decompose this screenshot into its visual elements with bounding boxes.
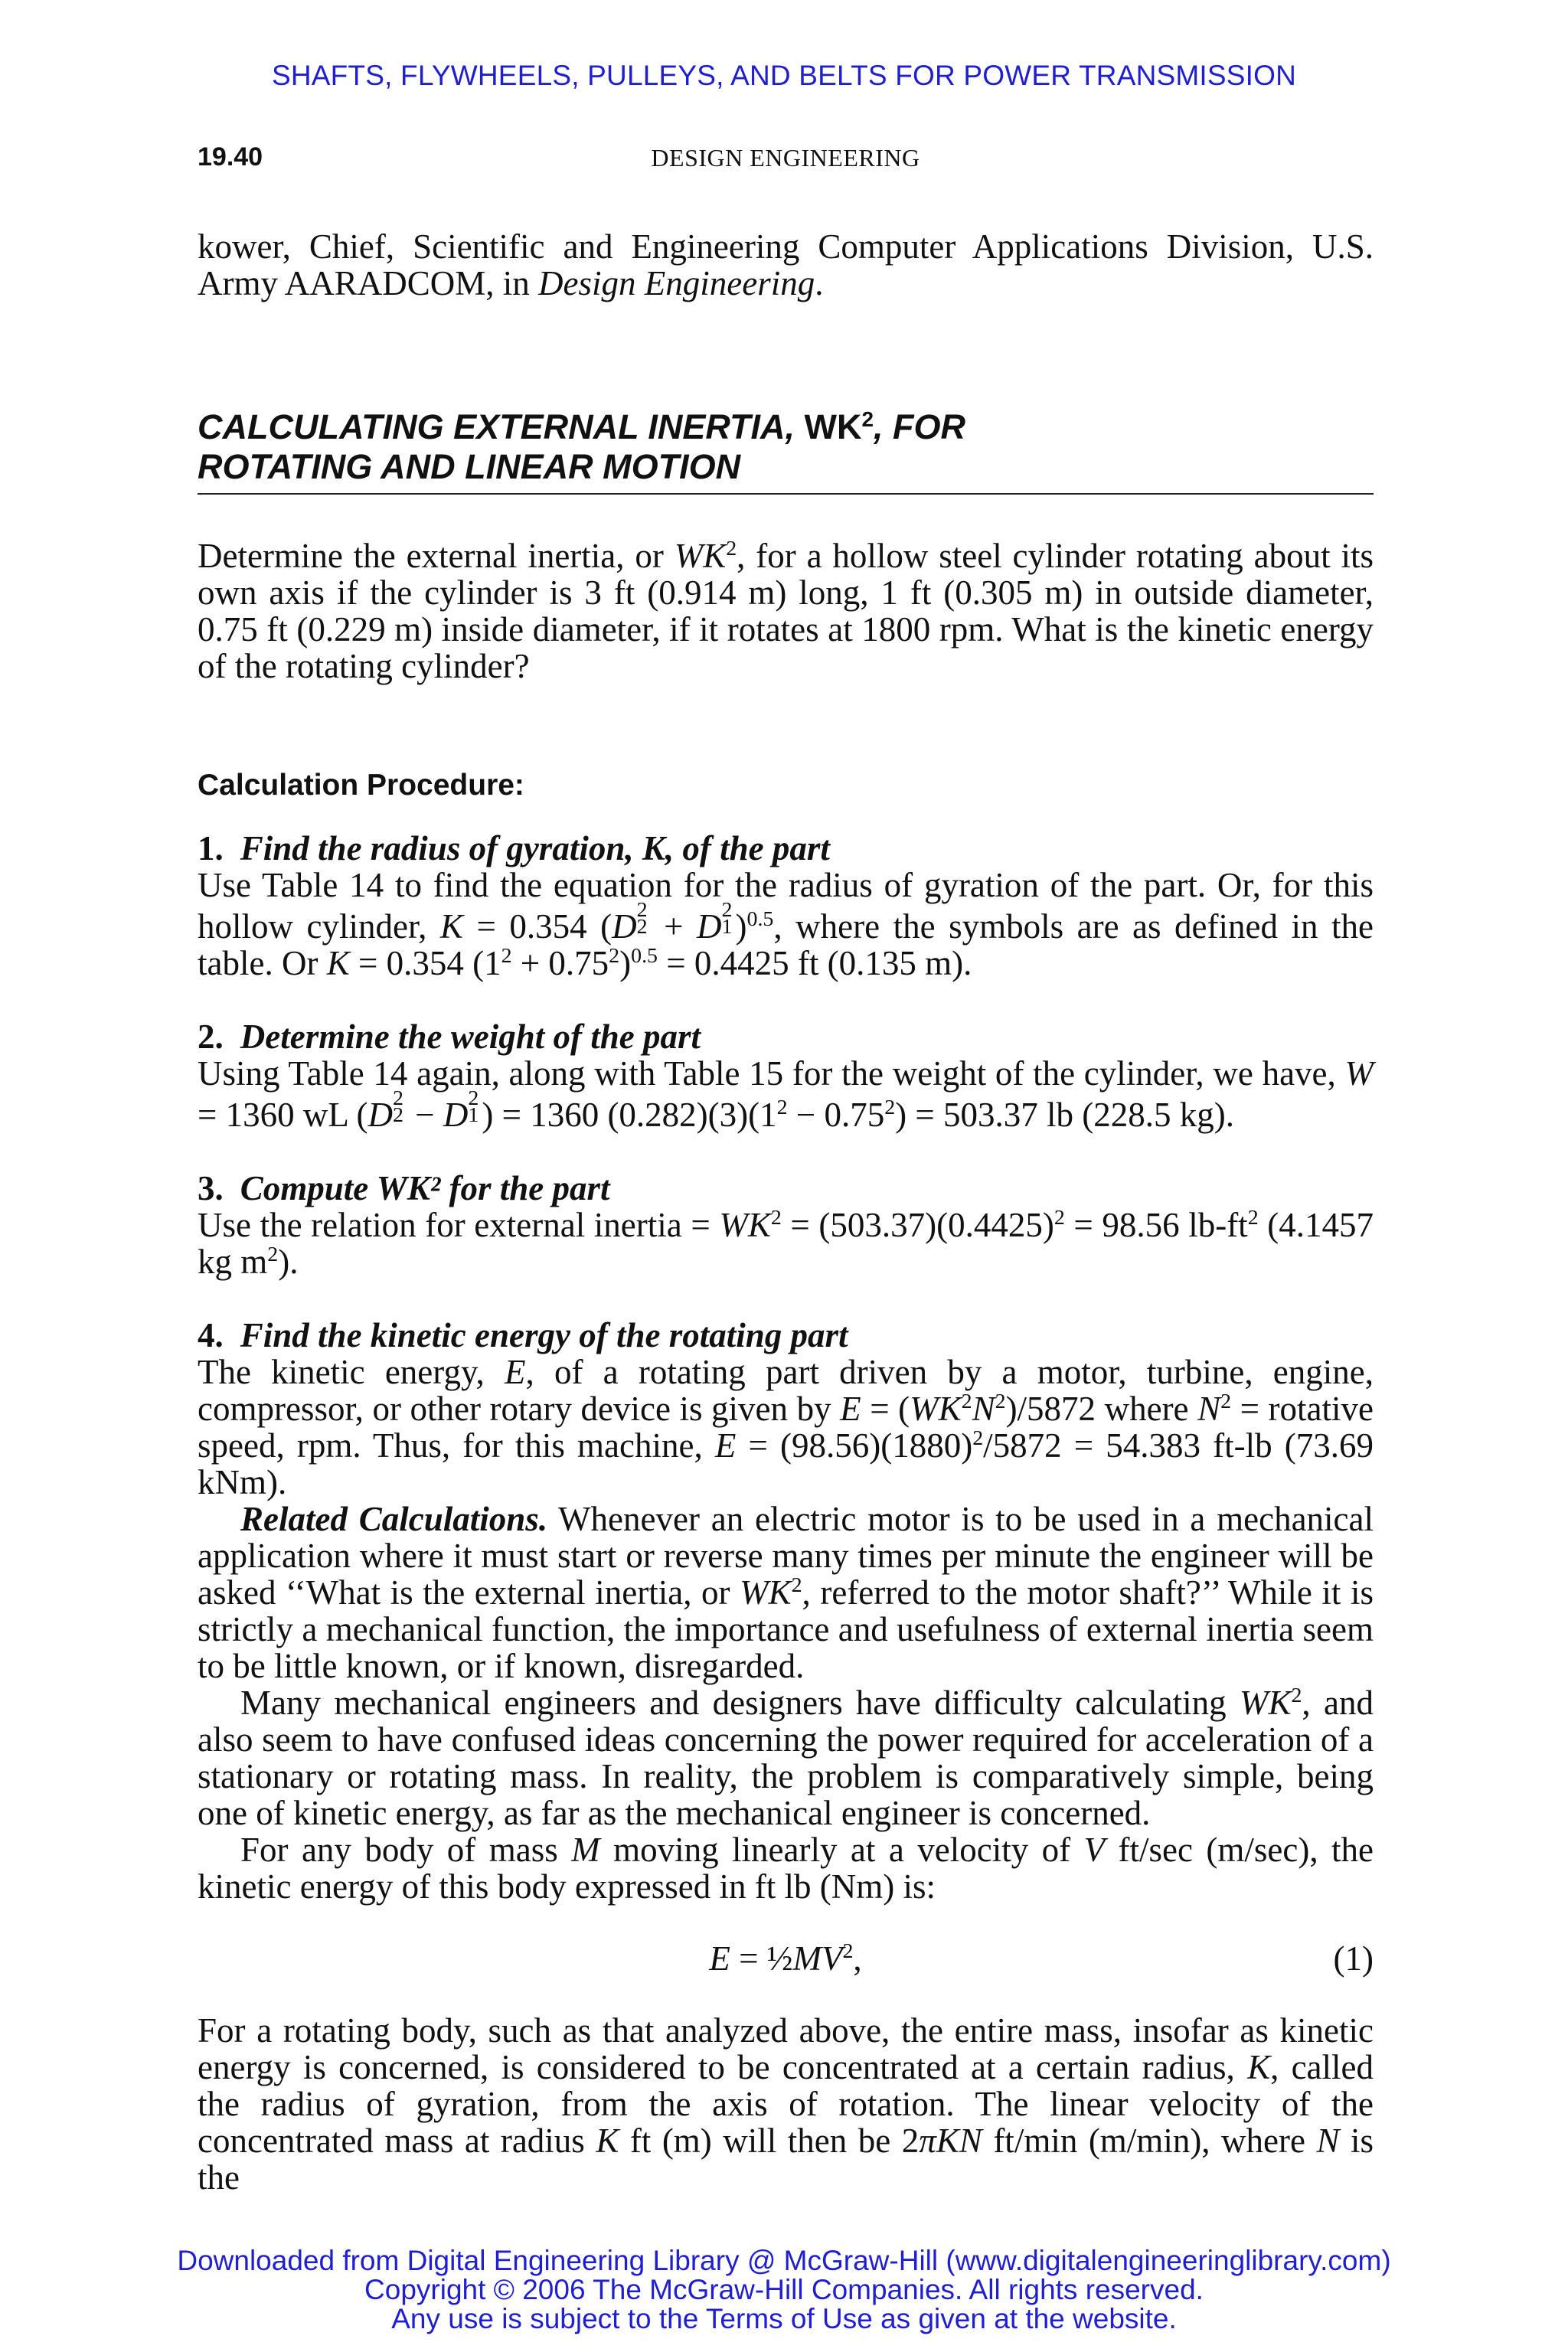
step-3-sup: 2 xyxy=(770,1206,782,1230)
step-4-n: N xyxy=(972,1390,995,1428)
step-4-text: The kinetic energy, xyxy=(198,1353,505,1391)
step-2-text: ) = 503.37 lb (228.5 kg). xyxy=(895,1096,1235,1134)
related-text: Many mechanical engineers and designers have difficulty calculating xyxy=(240,1684,1240,1722)
step-4-heading: Find the kinetic energy of the rotating part xyxy=(240,1316,848,1354)
closing-text: ft (m) will then be 2 xyxy=(619,2122,920,2160)
closing-n: N xyxy=(1316,2122,1340,2160)
step-4 xyxy=(198,1317,1374,2196)
step-2-d2-indices xyxy=(392,1086,407,1128)
related-wk: WK xyxy=(740,1573,792,1612)
step-3-square: 2 xyxy=(267,1243,279,1266)
step-1-d1-indices xyxy=(721,897,736,939)
step-2-text: − xyxy=(406,1096,443,1134)
section-title-wk: WK xyxy=(804,407,862,446)
step-2 xyxy=(198,1018,1374,1133)
step-2-pow: 2 xyxy=(468,1086,479,1110)
step-2-w: W xyxy=(1344,1054,1374,1093)
step-4-e: E xyxy=(505,1353,526,1391)
closing-text: is the xyxy=(198,2122,1374,2197)
related-calculations-label: Related Calculations. xyxy=(240,1500,548,1538)
step-2-d1: D xyxy=(443,1096,469,1134)
closing-k: K xyxy=(1247,2048,1271,2086)
related-text: ft/sec (m/sec), the kinetic energy of this body expressed in ft lb (Nm) is: xyxy=(198,1831,1374,1906)
equation-comma: , xyxy=(853,1939,862,1978)
related-text: For any body of mass xyxy=(240,1831,572,1869)
step-1-text: Use Table 14 to find the equation for the radius of gyration of the part. Or, for this hollow cylinder, xyxy=(198,866,1374,946)
step-1-k: K xyxy=(439,907,463,946)
step-3 xyxy=(198,1170,1374,1280)
step-4-wk: WK xyxy=(910,1390,962,1428)
step-2-d1-indices xyxy=(468,1086,482,1128)
step-2-pow: 2 xyxy=(392,1086,403,1110)
step-4-text: )/5872 where xyxy=(1005,1390,1198,1428)
step-1-square: 2 xyxy=(609,944,620,968)
step-4-e: E xyxy=(714,1426,737,1465)
intro-publication: Design Engineering xyxy=(538,264,815,302)
step-4-text: , of a rotating part driven by a motor, turbine, engine, compressor, or other rotary device is given by xyxy=(198,1353,1374,1428)
related-text: Whenever an electric motor is to be used in a mechanical application where it must start or reverse many times per minute the engineer will be asked ‘‘What is the external inertia, or xyxy=(198,1500,1374,1612)
related-calculations-paragraph xyxy=(198,1501,1374,1684)
step-2-square: 2 xyxy=(776,1096,788,1119)
problem-text-a: Determine the external inertia, or xyxy=(198,537,675,575)
step-4-text: = (98.56)(1880) xyxy=(736,1426,973,1465)
step-3-square: 2 xyxy=(1247,1206,1259,1230)
step-4-number: 4. xyxy=(198,1316,224,1354)
intro-end: . xyxy=(815,264,824,302)
step-1-d1: D xyxy=(697,907,722,946)
related-m: M xyxy=(571,1831,600,1869)
intro-text: kower, Chief, Scientific and Engineering Computer Applications Division, U.S. Army AARADCOM, in xyxy=(198,227,1374,302)
step-1-heading: Find the radius of gyration, K, of the part xyxy=(240,829,830,867)
step-2-body xyxy=(198,1055,1374,1133)
step-2-title xyxy=(198,1018,1374,1055)
problem-statement xyxy=(198,537,1374,684)
step-1 xyxy=(198,830,1374,982)
equation-e: E xyxy=(709,1939,730,1978)
step-3-text: = (503.37)(0.4425) xyxy=(781,1206,1054,1244)
step-3-text: ). xyxy=(278,1243,299,1281)
related-v: V xyxy=(1083,1831,1106,1869)
step-1-text: + 0.75 xyxy=(511,944,609,982)
step-1-number: 1. xyxy=(198,829,224,867)
step-3-number: 3. xyxy=(198,1169,224,1207)
step-3-title xyxy=(198,1170,1374,1207)
closing-text: , called the radius of gyration, from the axis of rotation. The linear velocity of the concentrated mass at radius xyxy=(198,2048,1374,2160)
step-3-text: = 98.56 lb-ft xyxy=(1064,1206,1248,1244)
procedure-heading: Calculation Procedure: xyxy=(198,769,524,802)
step-2-sub: 2 xyxy=(392,1103,403,1128)
closing-k: K xyxy=(596,2122,619,2160)
equation-operator: = ½ xyxy=(730,1939,793,1978)
step-1-exponent: 0.5 xyxy=(631,944,658,968)
section-title xyxy=(198,407,1374,495)
section-title-part-a: CALCULATING EXTERNAL INERTIA, xyxy=(198,407,805,446)
section-title-part-c: ROTATING AND LINEAR MOTION xyxy=(198,447,741,486)
step-2-text: − 0.75 xyxy=(787,1096,885,1134)
step-3-square: 2 xyxy=(1054,1206,1065,1230)
step-3-heading: Compute WK² for the part xyxy=(240,1169,610,1207)
step-1-text: ) xyxy=(619,944,632,982)
step-1-text: = 0.4425 ft (0.135 m). xyxy=(658,944,972,982)
step-1-pow: 2 xyxy=(636,897,648,922)
step-1-d2-indices xyxy=(636,897,651,939)
problem-wk: WK xyxy=(674,537,727,575)
page-number: 19.40 xyxy=(198,142,263,172)
step-1-d2: D xyxy=(612,907,637,946)
problem-sup: 2 xyxy=(726,537,737,560)
related-wk: WK xyxy=(1239,1684,1292,1722)
related-text: , referred to the motor shaft?’’ While it is strictly a mechanical function, the importance and usefulness of external inertia seem to be little known, or if known, disregarded. xyxy=(198,1573,1374,1685)
step-4-text: = ( xyxy=(861,1390,910,1428)
footer-terms-line[interactable]: Any use is subject to the Terms of Use as given at the website. xyxy=(391,2303,1177,2334)
running-head xyxy=(198,142,1374,176)
step-3-text: (4.1457 kg m xyxy=(198,1206,1374,1281)
related-sup: 2 xyxy=(791,1573,802,1597)
closing-paragraph xyxy=(198,2012,1374,2196)
equation-number: (1) xyxy=(1333,1939,1374,1978)
step-4-text: = rotative speed, rpm. Thus, for this machine, xyxy=(198,1390,1374,1465)
step-1-text: = 0.354 (1 xyxy=(349,944,501,982)
related-text: moving linearly at a velocity of xyxy=(599,1831,1084,1869)
related-paragraph-2 xyxy=(198,1684,1374,1831)
step-1-sub: 2 xyxy=(636,915,648,939)
closing-text: For a rotating body, such as that analyzed above, the entire mass, insofar as kinetic energy is concerned, is considered to be concentrated at a certain radius, xyxy=(198,2011,1374,2086)
step-1-sub: 1 xyxy=(721,915,733,939)
step-1-body xyxy=(198,867,1374,982)
footer-copyright-line: Copyright © 2006 The McGraw-Hill Companies. All rights reserved. xyxy=(364,2274,1204,2305)
step-1-text: = 0.354 ( xyxy=(462,907,612,946)
step-3-body xyxy=(198,1207,1374,1280)
step-4-square: 2 xyxy=(995,1390,1006,1413)
step-2-text: ) = 1360 (0.282)(3)(1 xyxy=(482,1096,777,1134)
step-2-text: Using Table 14 again, along with Table 15 for the weight of the cylinder, we have, xyxy=(198,1054,1345,1093)
step-4-square: 2 xyxy=(1220,1390,1232,1413)
page-body xyxy=(198,228,1374,2196)
step-4-square: 2 xyxy=(961,1390,972,1413)
equation-mv: MV xyxy=(792,1939,843,1978)
related-paragraph-3 xyxy=(198,1831,1374,1905)
step-1-title xyxy=(198,830,1374,867)
section-title-part-b: , FOR xyxy=(874,407,966,446)
running-title: DESIGN ENGINEERING xyxy=(651,144,920,172)
step-1-pow: 2 xyxy=(721,897,733,922)
step-1-text: + xyxy=(650,907,697,946)
step-1-text: , where the symbols are as defined in the table. Or xyxy=(198,907,1374,982)
step-2-text: = 1360 wL ( xyxy=(198,1096,368,1134)
step-4-n: N xyxy=(1197,1390,1221,1428)
related-text: , and also seem to have confused ideas concerning the power required for acceleration of a stationary or rotating mass. In reality, the problem is comparatively simple, being one of kinetic energy, as far as the mechanical engineer is concerned. xyxy=(198,1684,1374,1832)
closing-text: ft/min (m/min), where xyxy=(982,2122,1317,2160)
step-2-square: 2 xyxy=(884,1096,896,1119)
problem-text-b: , for a hollow steel cylinder rotating about its own axis if the cylinder is 3 ft (0.914 m) long, 1 ft (0.305 m) in outside diameter, 0.75 ft (0.229 m) inside diameter, if it rotates at 1800 rpm. What is the kinetic energy of the rotating cylinder? xyxy=(198,537,1374,685)
step-1-k: K xyxy=(326,944,350,982)
equation-1 xyxy=(198,1940,1374,1977)
closing-pi: π xyxy=(919,2122,936,2160)
step-2-d2: D xyxy=(368,1096,393,1134)
step-1-square: 2 xyxy=(501,944,512,968)
download-footer xyxy=(0,2246,1568,2334)
step-2-number: 2. xyxy=(198,1018,224,1056)
step-4-e: E xyxy=(840,1390,861,1428)
step-2-sub: 1 xyxy=(468,1103,479,1128)
footer-download-line[interactable]: Downloaded from Digital Engineering Library @ McGraw-Hill (www.digitalengineeringlibrary.com) xyxy=(177,2245,1391,2276)
intro-paragraph xyxy=(198,228,1374,302)
step-3-wk: WK xyxy=(719,1206,771,1244)
step-3-text: Use the relation for external inertia = xyxy=(198,1206,720,1244)
closing-kn: KN xyxy=(936,2122,982,2160)
book-section-banner: SHAFTS, FLYWHEELS, PULLEYS, AND BELTS FOR POWER TRANSMISSION xyxy=(271,60,1297,91)
step-4-title xyxy=(198,1317,1374,1354)
step-4-body xyxy=(198,1354,1374,1501)
step-1-text: ) xyxy=(735,907,747,946)
step-4-square: 2 xyxy=(972,1426,984,1450)
related-sup: 2 xyxy=(1291,1684,1302,1707)
section-title-sup: 2 xyxy=(861,407,874,431)
step-4-text: /5872 = 54.383 ft-lb (73.69 kNm). xyxy=(198,1426,1374,1501)
equation-sup: 2 xyxy=(842,1939,854,1963)
step-2-heading: Determine the weight of the part xyxy=(240,1018,701,1056)
step-1-exponent: 0.5 xyxy=(746,907,774,931)
